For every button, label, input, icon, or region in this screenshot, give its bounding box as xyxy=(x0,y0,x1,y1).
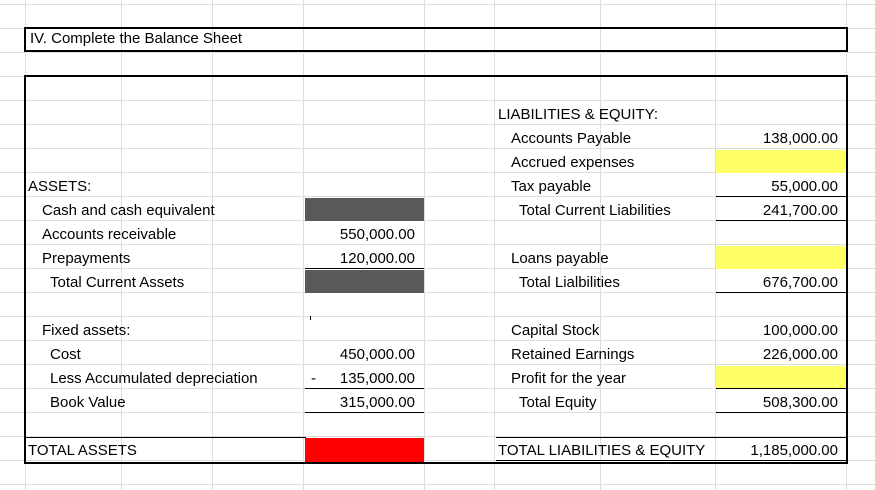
cash-value-cell[interactable] xyxy=(305,198,424,221)
total-assets-label: TOTAL ASSETS xyxy=(28,442,137,459)
tax-value[interactable]: 55,000.00 xyxy=(771,178,838,195)
accrued-label: Accrued expenses xyxy=(511,154,635,171)
total-liab-separator xyxy=(496,437,846,438)
tcl-label: Total Current Liabilities xyxy=(519,202,671,219)
tl-value[interactable]: 676,700.00 xyxy=(762,274,838,291)
cost-value[interactable]: 450,000.00 xyxy=(339,346,415,363)
total-current-assets-cell[interactable] xyxy=(305,270,424,293)
book-value-label: Book Value xyxy=(50,394,126,411)
ar-value[interactable]: 550,000.00 xyxy=(339,226,415,243)
total-assets-cell[interactable] xyxy=(305,438,424,462)
te-label: Total Equity xyxy=(519,394,597,411)
ap-label: Accounts Payable xyxy=(511,130,632,147)
assets-header: ASSETS: xyxy=(28,178,92,195)
liabilities-header: LIABILITIES & EQUITY: xyxy=(498,106,659,123)
cost-label: Cost xyxy=(50,346,81,363)
total-assets-separator xyxy=(26,437,306,438)
profit-for-year-cell[interactable] xyxy=(716,366,846,389)
book-value[interactable]: 315,000.00 xyxy=(339,394,415,411)
loans-payable-cell[interactable] xyxy=(716,246,846,269)
sheet-title: IV. Complete the Balance Sheet xyxy=(30,30,243,47)
cash-label: Cash and cash equivalent xyxy=(42,202,215,219)
prepay-label: Prepayments xyxy=(42,250,131,267)
loans-label: Loans payable xyxy=(511,250,609,267)
profit-label: Profit for the year xyxy=(511,370,627,387)
underline-profit xyxy=(716,388,846,389)
total-liab-equity-value[interactable]: 1,185,000.00 xyxy=(750,442,838,459)
accrued-expenses-cell[interactable] xyxy=(716,150,846,173)
tax-label: Tax payable xyxy=(511,178,592,195)
total-liab-equity-label: TOTAL LIABILITIES & EQUITY xyxy=(498,442,706,459)
ar-label: Accounts receivable xyxy=(42,226,177,243)
capital-value[interactable]: 100,000.00 xyxy=(762,322,838,339)
fixed-assets-label: Fixed assets: xyxy=(42,322,131,339)
tca-label: Total Current Assets xyxy=(50,274,185,291)
re-value[interactable]: 226,000.00 xyxy=(762,346,838,363)
acc-dep-value[interactable]: 135,000.00 xyxy=(339,370,415,387)
cell-tick-mark xyxy=(310,316,311,320)
re-label: Retained Earnings xyxy=(511,346,635,363)
ap-value[interactable]: 138,000.00 xyxy=(762,130,838,147)
acc-dep-sign: - xyxy=(311,370,316,387)
tl-label: Total Lialbilities xyxy=(519,274,620,291)
capital-label: Capital Stock xyxy=(511,322,600,339)
te-value[interactable]: 508,300.00 xyxy=(762,394,838,411)
tcl-value[interactable]: 241,700.00 xyxy=(762,202,838,219)
prepay-value[interactable]: 120,000.00 xyxy=(339,250,415,267)
acc-dep-label: Less Accumulated depreciation xyxy=(50,370,258,387)
